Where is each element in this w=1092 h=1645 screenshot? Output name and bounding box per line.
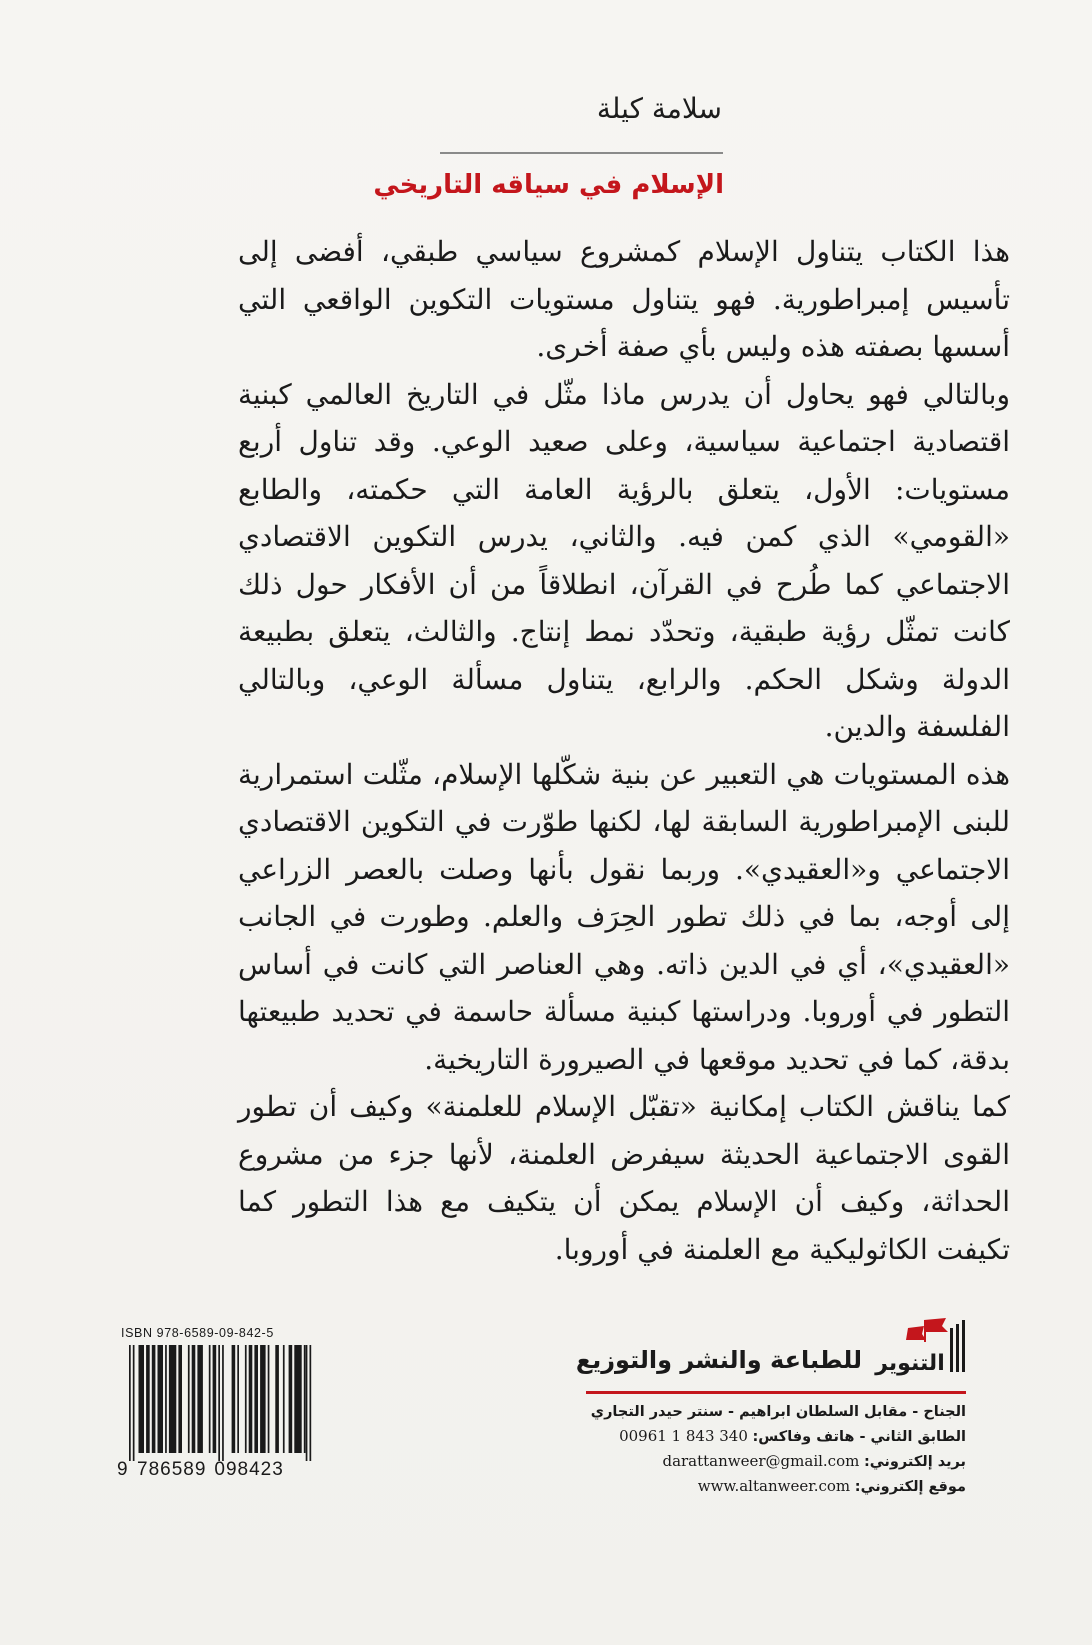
- email-label: بريد إلكتروني:: [863, 1454, 966, 1470]
- barcode-bar: [192, 1345, 196, 1453]
- barcode-digits-group-1: 786589: [137, 1459, 207, 1480]
- isbn-number: ISBN 978-6589-09-842-5: [121, 1326, 274, 1340]
- barcode-bar: [152, 1345, 156, 1453]
- barcode-bar: [245, 1345, 247, 1453]
- barcode-bar: [158, 1345, 164, 1453]
- description-paragraph-1: هذا الكتاب يتناول الإسلام كمشروع سياسي طبقي، أفضى إلى تأسيس إمبراطورية. فهو يتناول مستويات التكوين الواقعي التي أسسها بصفته هذه وليس بأي صفة أخرى.: [238, 235, 1010, 363]
- barcode-bar: [129, 1345, 131, 1461]
- website-label: موقع إلكتروني:: [854, 1479, 966, 1495]
- barcode-digits-group-2: 098423: [214, 1459, 284, 1480]
- book-description: [238, 228, 1010, 1273]
- barcode-bar: [289, 1345, 293, 1453]
- description-paragraph-2: وبالتالي فهو يحاول أن يدرس ماذا مثّل في التاريخ العالمي كبنية اقتصادية اجتماعية سياسية، وعلى صعيد الوعي. وقد تناول أربع مستويات: الأول، يتعلق بالرؤية العامة التي حكمته، والطابع «القومي» الذي كمن فيه. والثاني، يدرس التكوين الاقتصادي الاجتماعي كما طُرح في القرآن، انطلاقاً من أن الأفكار حول ذلك كانت تمثّل رؤية طبقية، وتحدّد نمط إنتاج. والثالث، يتعلق بطبيعة الدولة وشكل الحكم. والرابع، يتناول مسألة الوعي، وبالتالي الفلسفة والدين.: [238, 377, 1010, 743]
- isbn-barcode: [117, 1325, 313, 1501]
- barcode-bar: [268, 1345, 270, 1453]
- barcode-bar: [188, 1345, 190, 1453]
- barcode-bar: [218, 1345, 220, 1461]
- book-title: الإسلام في سياقه التاريخي: [373, 170, 724, 200]
- author-name: سلامة كيلة: [596, 92, 722, 125]
- barcode-bar: [304, 1345, 306, 1453]
- barcode-bar: [178, 1345, 182, 1453]
- publisher-logo-text: التنوير: [875, 1351, 945, 1376]
- barcode-bar: [133, 1345, 135, 1461]
- barcode-bar: [209, 1345, 211, 1453]
- barcode-bar: [306, 1345, 308, 1461]
- publisher-address: الجناح - مقابل السلطان ابراهيم - سنتر حيدر التجاري: [590, 1404, 966, 1420]
- barcode-bar: [275, 1345, 279, 1453]
- barcode-bars: [117, 1345, 313, 1461]
- publisher-divider: [586, 1391, 966, 1394]
- email-link[interactable]: darattanweer@gmail.com: [662, 1452, 860, 1470]
- header-divider: [440, 152, 723, 154]
- publisher-email-row: [586, 1449, 966, 1474]
- barcode-bar: [310, 1345, 312, 1461]
- barcode-bar: [139, 1345, 145, 1453]
- barcode-bar: [197, 1345, 203, 1453]
- barcode-bar: [260, 1345, 266, 1453]
- barcode-bar: [165, 1345, 167, 1453]
- website-link[interactable]: www.altanweer.com: [697, 1477, 851, 1495]
- barcode-bar: [169, 1345, 176, 1453]
- barcode-digit-lead: 9: [117, 1459, 129, 1480]
- description-paragraph-4: كما يناقش الكتاب إمكانية «تقبّل الإسلام للعلمنة» وكيف أن تطور القوى الاجتماعية الحديثة سيفرض العلمنة، لأنها جزء من مشروع الحداثة، وكيف أن الإسلام يمكن أن يتكيف مع هذا التطور كما تكيفت الكاثوليكية مع العلمنة في أوروبا.: [238, 1090, 1010, 1266]
- barcode-bar: [213, 1345, 217, 1453]
- publisher-block: [575, 1318, 966, 1382]
- barcode-bar: [294, 1345, 301, 1453]
- barcode-bar: [146, 1345, 150, 1453]
- publisher-name: للطباعة والنشر والتوزيع: [575, 1346, 862, 1374]
- barcode-bar: [237, 1345, 239, 1453]
- barcode-bar: [249, 1345, 253, 1453]
- publisher-phone-row: [586, 1424, 966, 1449]
- phone-label: الطابق الثاني - هاتف وفاكس:: [752, 1429, 966, 1445]
- barcode-bar: [222, 1345, 224, 1461]
- description-paragraph-3: هذه المستويات هي التعبير عن بنية شكّلها الإسلام، مثّلت استمرارية للبنى الإمبراطورية السابقة لها، لكنها طوّرت في التكوين الاقتصادي الاجتماعي و«العقيدي». وربما نقول بأنها وصلت بالعصر الزراعي إلى أوجه، بما في ذلك تطور الحِرَف والعلم. وطورت في الجانب «العقيدي»، أي في الدين ذاته. وهي العناصر التي كانت في أساس التطور في أوروبا. ودراستها كبنية مسألة حاسمة في تحديد طبيعتها بدقة، كما في تحديد موقعها في الصيرورة التاريخية.: [238, 757, 1011, 1076]
- barcode-bar: [232, 1345, 236, 1453]
- barcode-bar: [254, 1345, 258, 1453]
- phone-number: 00961 1 843 340: [619, 1427, 748, 1445]
- publisher-website-row: [586, 1474, 966, 1499]
- barcode-bar: [283, 1345, 285, 1453]
- publisher-contact: [586, 1400, 966, 1499]
- barcode-digits: [117, 1459, 313, 1481]
